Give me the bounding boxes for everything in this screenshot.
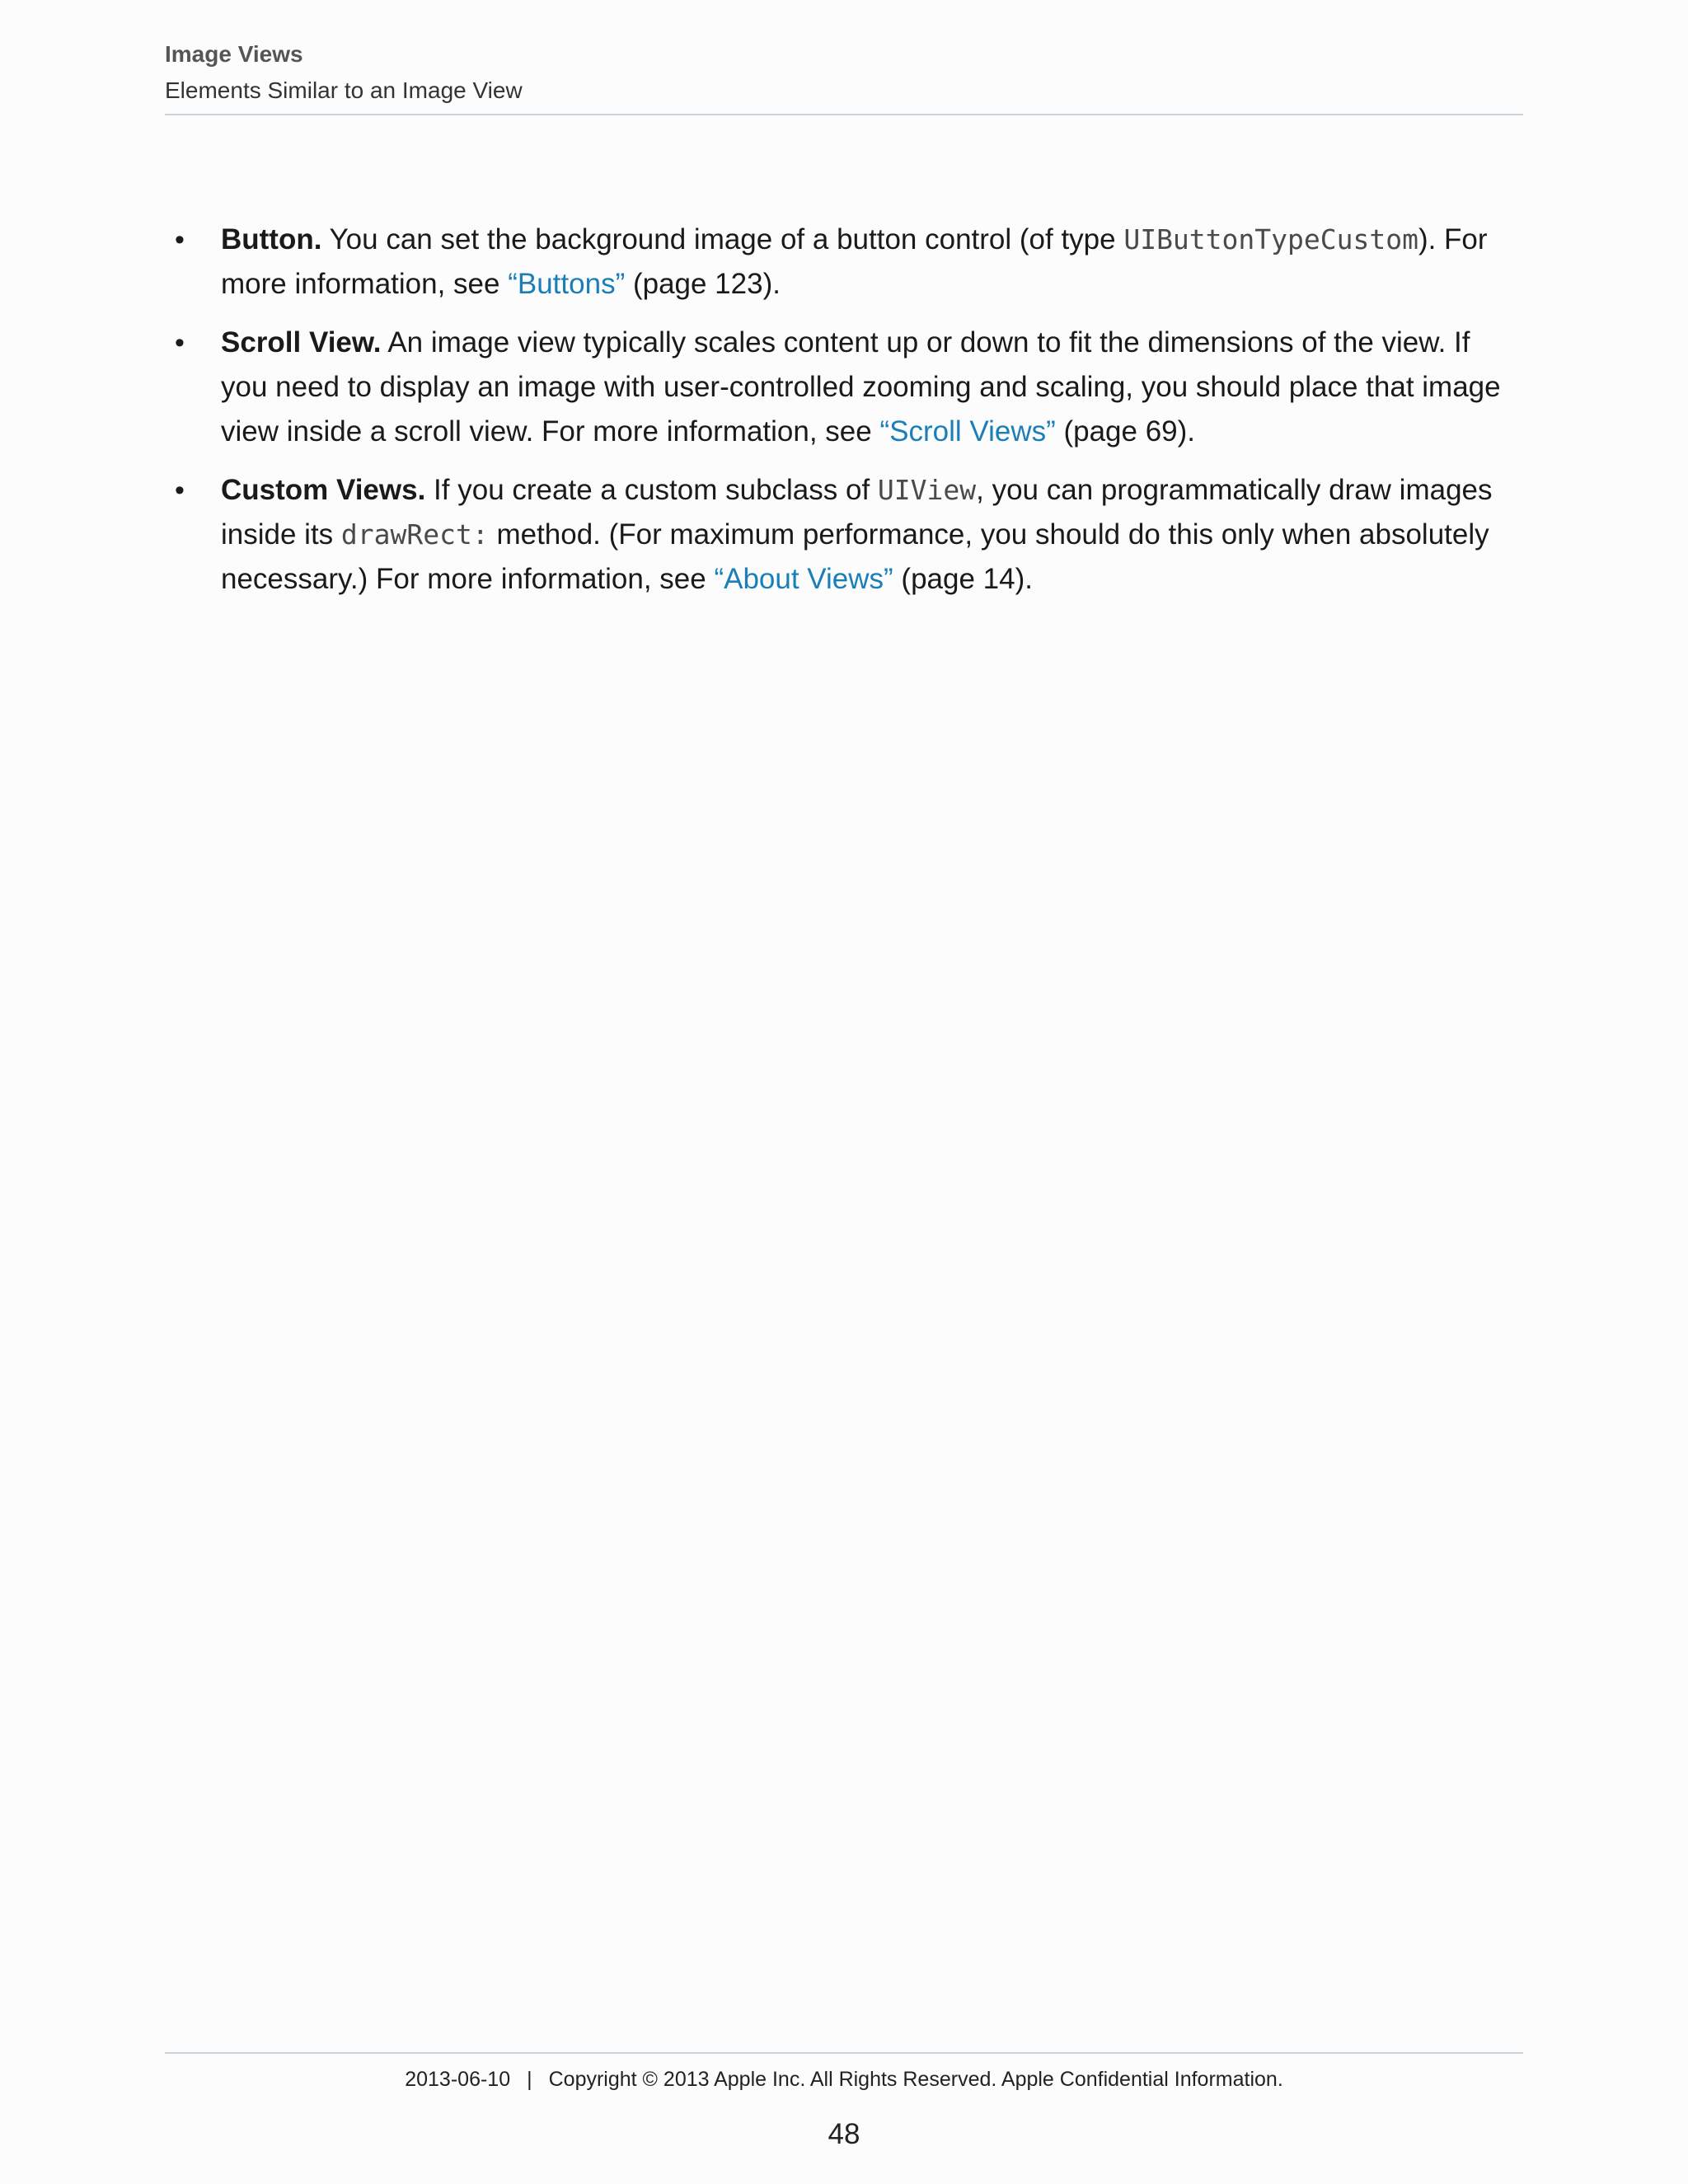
term-button: Button.	[221, 223, 322, 255]
item-text: ). For more information, see	[221, 223, 1488, 300]
footer-date: 2013-06-10	[405, 2068, 511, 2091]
page-header	[165, 36, 1523, 109]
footer-divider	[165, 2052, 1523, 2054]
page-number: 48	[828, 2118, 860, 2150]
link-buttons[interactable]: “Buttons”	[508, 268, 626, 300]
term-custom-views: Custom Views.	[221, 474, 426, 506]
list-item-scroll-view	[165, 321, 1523, 454]
bullet-icon: •	[175, 224, 185, 255]
section-title: Elements Similar to an Image View	[165, 77, 523, 103]
link-scroll-views[interactable]: “Scroll Views”	[879, 415, 1056, 448]
item-text: If you create a custom subclass of	[425, 474, 878, 506]
footer-copyright: Copyright © 2013 Apple Inc. All Rights Reserved. Apple Confidential Information.	[548, 2068, 1283, 2091]
item-text: method. (For maximum performance, you should do this only when absolutely necessary.) For more information, see	[221, 518, 1489, 595]
code-uibuttontypecustom: UIButtonTypeCustom	[1123, 223, 1418, 255]
bullet-icon: •	[175, 327, 185, 359]
chapter-title: Image Views	[165, 41, 303, 67]
list-item-button	[165, 218, 1523, 307]
footer-separator: |	[527, 2068, 532, 2091]
term-scroll-view: Scroll View.	[221, 326, 382, 359]
main-content	[165, 218, 1523, 616]
item-text: (page 14).	[893, 563, 1033, 595]
header-divider	[165, 114, 1523, 115]
link-about-views[interactable]: “About Views”	[714, 563, 893, 595]
bullet-list	[165, 218, 1523, 602]
bullet-icon: •	[175, 475, 185, 506]
code-uiview: UIView	[877, 474, 977, 506]
item-text: An image view typically scales content up or down to fit the dimensions of the view. If you need to display an image with user-controlled zooming and scaling, you should place that image view inside a scroll view. For more information, see	[221, 326, 1501, 448]
code-drawrect: drawRect:	[340, 518, 489, 551]
item-text: You can set the background image of a button control (of type	[321, 223, 1124, 255]
item-text: , you can programmatically draw images inside its	[221, 474, 1493, 551]
page-footer	[165, 2063, 1523, 2096]
item-text: (page 69).	[1055, 415, 1196, 448]
list-item-custom-views	[165, 468, 1523, 602]
item-text: (page 123).	[625, 268, 781, 300]
